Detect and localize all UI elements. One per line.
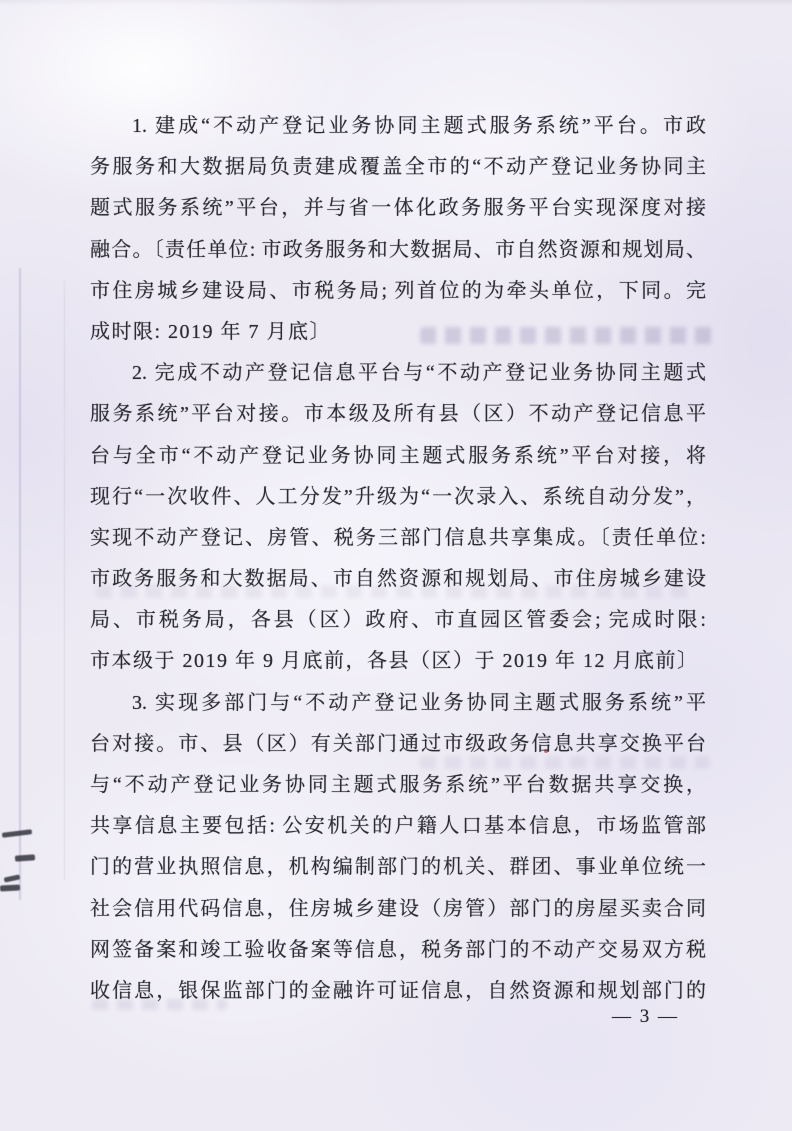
paragraph bbox=[90, 683, 706, 1013]
text-line: 与“不动产登记业务协同主题式服务系统”平台数据共享交换， bbox=[90, 774, 706, 796]
scan-edge-mark bbox=[4, 874, 21, 882]
scanner-streak bbox=[64, 280, 65, 880]
text-line: 网签备案和竣工验收备案等信息，税务部门的不动产交易双方税 bbox=[90, 938, 706, 961]
text-line: 服务系统”平台对接。市本级及所有县（区）不动产登记信息平 bbox=[90, 403, 706, 426]
scan-edge-mark bbox=[15, 854, 35, 861]
text-line: 成时限: 2019 年 7 月底〕 bbox=[90, 320, 332, 343]
text-line: 市政务服务和大数据局、市自然资源和规划局、市住房城乡建设 bbox=[90, 568, 706, 591]
scanner-streak bbox=[19, 268, 21, 900]
text-line: 务服务和大数据局负责建成覆盖全市的“不动产登记业务协同主 bbox=[90, 156, 706, 179]
paragraph bbox=[90, 353, 706, 683]
text-line: 台对接。市、县（区）有关部门通过市级政务信息共享交换平台 bbox=[90, 732, 706, 755]
text-line: 1. 建成“不动产登记业务协同主题式服务系统”平台。市政 bbox=[132, 115, 706, 137]
text-line: 市住房城乡建设局、市税务局; 列首位的为牵头单位，下同。完 bbox=[90, 279, 706, 302]
text-line: 社会信用代码信息，住房城乡建设（房管）部门的房屋买卖合同 bbox=[90, 897, 706, 920]
text-line: 现行“一次收件、人工分发”升级为“一次录入、系统自动分发”， bbox=[90, 485, 706, 508]
text-line: 3. 实现多部门与“不动产登记业务协同主题式服务系统”平 bbox=[132, 691, 706, 714]
text-line: 题式服务系统”平台，并与省一体化政务服务平台实现深度对接 bbox=[90, 197, 706, 220]
text-line: 融合。〔责任单位: 市政务服务和大数据局、市自然资源和规划局、 bbox=[90, 238, 706, 261]
text-line: 共享信息主要包括: 公安机关的户籍人口基本信息，市场监管部 bbox=[90, 815, 706, 838]
text-line: 门的营业执照信息，机构编制部门的机关、群团、事业单位统一 bbox=[90, 856, 706, 879]
document-body bbox=[90, 106, 706, 1012]
scan-edge-mark bbox=[0, 884, 20, 891]
text-line: 实现不动产登记、房管、税务三部门信息共享集成。〔责任单位: bbox=[90, 526, 706, 549]
text-line: 2. 完成不动产登记信息平台与“不动产登记业务协同主题式 bbox=[132, 362, 706, 385]
text-line: 市本级于 2019 年 9 月底前，各县（区）于 2019 年 12 月底前〕 bbox=[90, 650, 699, 673]
scan-edge-mark bbox=[2, 829, 32, 838]
paragraph bbox=[90, 106, 706, 353]
text-line: 收信息，银保监部门的金融许可证信息，自然资源和规划部门的 bbox=[90, 979, 706, 1002]
page-number: — 3 — bbox=[612, 1006, 679, 1027]
text-line: 台与全市“不动产登记业务协同主题式服务系统”平台对接，将 bbox=[90, 444, 706, 467]
text-line: 局、市税务局，各县（区）政府、市直园区管委会; 完成时限: bbox=[90, 609, 706, 632]
